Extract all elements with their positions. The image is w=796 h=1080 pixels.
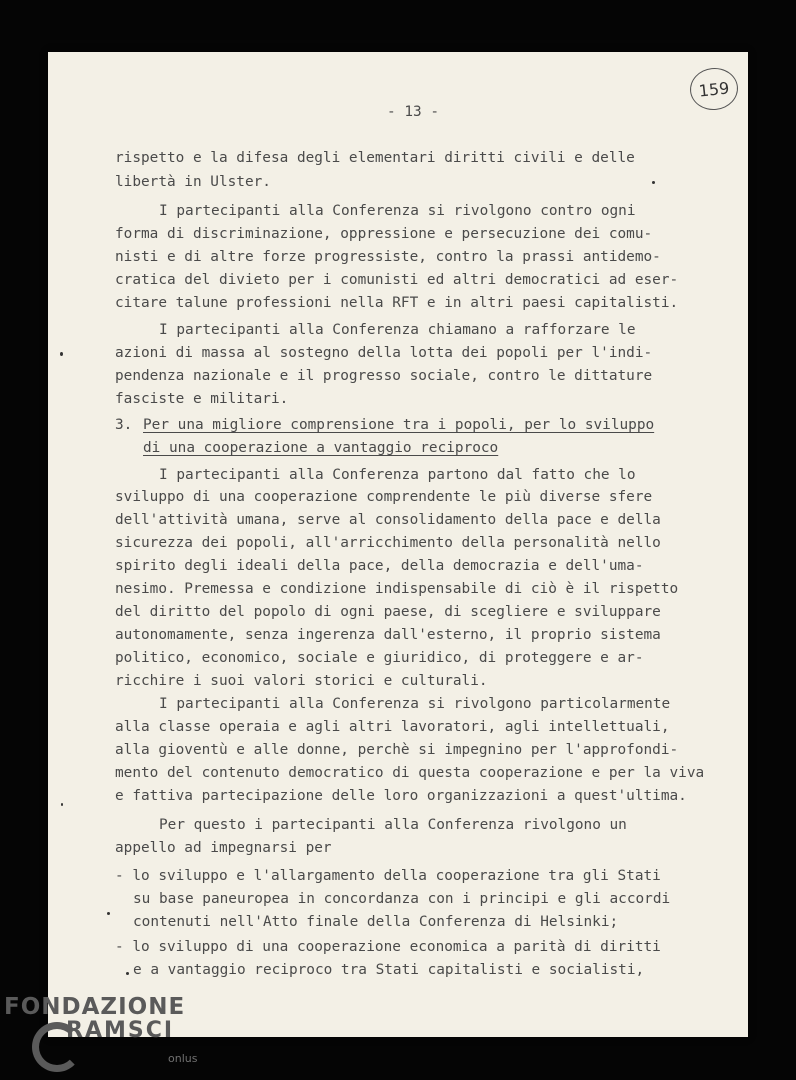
logo-line1: FONDAZIONE	[4, 994, 186, 1020]
text-line: I partecipanti alla Conferenza chiamano a rafforzare le	[159, 322, 636, 338]
text-line: Per questo i partecipanti alla Conferenza rivolgono un	[159, 817, 627, 833]
text-line: alla gioventù e alle donne, perchè si impegnino per l'approfondi-	[115, 742, 679, 758]
text-line: spirito degli ideali della pace, della democrazia e dell'uma-	[115, 558, 644, 574]
text-line: citare talune professioni nella RFT e in altri paesi capitalisti.	[115, 295, 679, 311]
paper-mark	[61, 803, 63, 806]
text-line: cratica del divieto per i comunisti ed altri democratici ad eser-	[115, 272, 679, 288]
text-line: nesimo. Premessa e condizione indispensabile di ciò è il rispetto	[115, 581, 679, 597]
list-item-continuation: su base paneuropea in concordanza con i principi e gli accordi	[133, 891, 671, 907]
list-item: - lo sviluppo di una cooperazione economica a parità di diritti	[115, 939, 661, 955]
text-line: I partecipanti alla Conferenza si rivolgono contro ogni	[159, 203, 636, 219]
text-line: rispetto e la difesa degli elementari diritti civili e delle	[115, 150, 635, 166]
paper-mark	[60, 352, 63, 356]
list-item: - lo sviluppo e l'allargamento della cooperazione tra gli Stati	[115, 868, 661, 884]
text-line: ricchire i suoi valori storici e culturali.	[115, 673, 488, 689]
text-line: azioni di massa al sostegno della lotta dei popoli per l'indi-	[115, 345, 653, 361]
text-line: e fattiva partecipazione delle loro organizzazioni a quest'ultima.	[115, 788, 687, 804]
paper-mark	[652, 181, 655, 184]
text-line: alla classe operaia e agli altri lavoratori, agli intellettuali,	[115, 719, 670, 735]
page-number: - 13 -	[387, 104, 439, 120]
text-line: del diritto del popolo di ogni paese, di scegliere e sviluppare	[115, 604, 661, 620]
logo-line3: onlus	[168, 1052, 198, 1065]
text-line: autonomamente, senza ingerenza dall'esterno, il proprio sistema	[115, 627, 661, 643]
archive-page-stamp: 159	[688, 66, 740, 113]
text-line: nisti e di altre forze progressiste, contro la prassi antidemo-	[115, 249, 661, 265]
text-line: I partecipanti alla Conferenza partono dal fatto che lo	[159, 467, 636, 483]
text-line: fasciste e militari.	[115, 391, 289, 407]
section-number: 3.	[115, 417, 141, 433]
paper-mark	[107, 912, 110, 915]
section-heading: di una cooperazione a vantaggio reciproco	[143, 440, 499, 456]
text-line: libertà in Ulster.	[115, 174, 271, 190]
text-line: dell'attività umana, serve al consolidamento della pace e della	[115, 512, 661, 528]
text-line: sviluppo di una cooperazione comprendente le più diverse sfere	[115, 489, 653, 505]
paper-mark	[126, 972, 129, 975]
list-item-continuation: contenuti nell'Atto finale della Conferenza di Helsinki;	[133, 914, 619, 930]
text-line: sicurezza dei popoli, all'arricchimento della personalità nello	[115, 535, 661, 551]
text-line: I partecipanti alla Conferenza si rivolgono particolarmente	[159, 696, 671, 712]
text-line: appello ad impegnarsi per	[115, 840, 332, 856]
text-line: forma di discriminazione, oppressione e persecuzione dei comu-	[115, 226, 653, 242]
text-line: politico, economico, sociale e giuridico, di proteggere e ar-	[115, 650, 644, 666]
archive-watermark-logo	[4, 994, 198, 1065]
section-heading: Per una migliore comprensione tra i popoli, per lo sviluppo	[143, 417, 655, 433]
text-line: pendenza nazionale e il progresso sociale, contro le dittature	[115, 368, 653, 384]
text-line: mento del contenuto democratico di questa cooperazione e per la viva	[115, 765, 705, 781]
list-item-continuation: e a vantaggio reciproco tra Stati capitalisti e socialisti,	[133, 962, 645, 978]
logo-line2: RAMSCI	[66, 1018, 175, 1043]
